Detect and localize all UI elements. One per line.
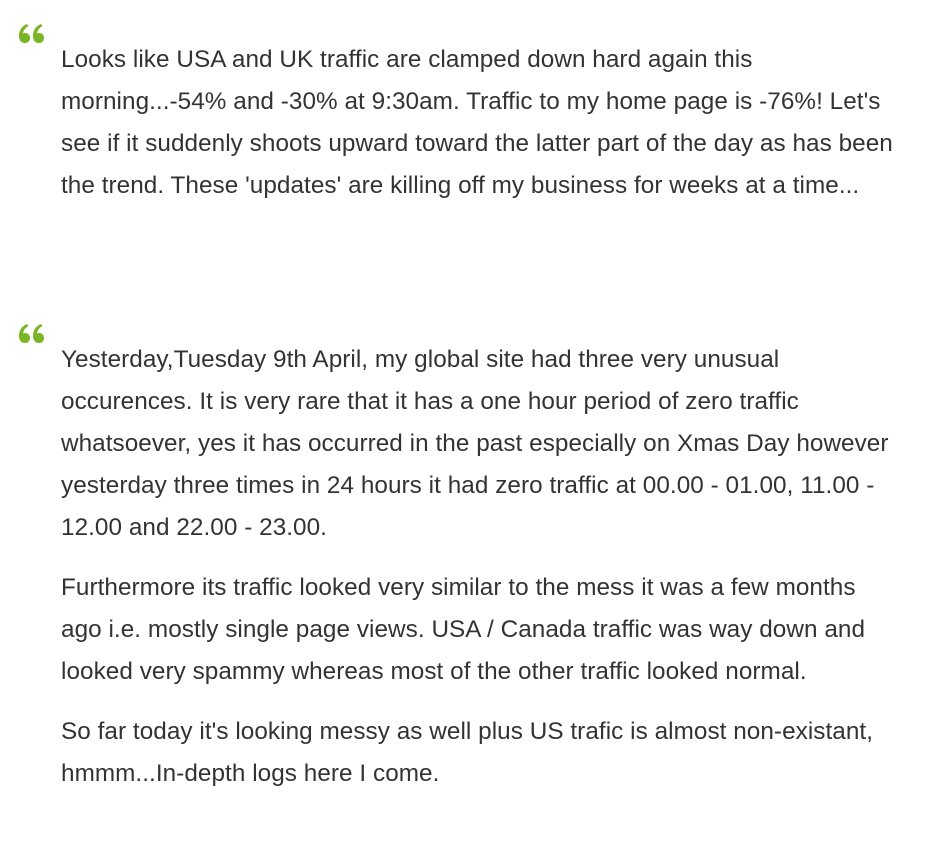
quote-paragraph: Furthermore its traffic looked very similar to the mess it was a few months ago i.e. mostly single page views. USA / Canada traffic was way down and looked very spammy whereas most of the other traffic looked normal. (61, 574, 866, 685)
quote-text (61, 39, 901, 207)
quote-open-icon (16, 20, 56, 50)
quote-block (0, 300, 932, 843)
quote-paragraph: So far today it's looking messy as well plus US trafic is almost non-existant, hmmm...In-depth logs here I come. (61, 718, 874, 787)
quote-open-icon (16, 320, 56, 350)
quote-paragraph: Looks like USA and UK traffic are clamped down hard again this morning...-54% and -30% at 9:30am. Traffic to my home page is -76%! Let's see if it suddenly shoots upward toward the latter part of the day as has been the trend. These 'updates' are killing off my business for weeks at a time... (61, 46, 893, 199)
quote-paragraph: Yesterday,Tuesday 9th April, my global site had three very unusual occurences. It is very rare that it has a one hour period of zero traffic whatsoever, yes it has occurred in the past especially on Xmas Day however yesterday three times in 24 hours it had zero traffic at 00.00 - 01.00, 11.00 - 12.00 and 22.00 - 23.00. (61, 346, 889, 541)
quote-block (0, 0, 932, 270)
quote-text (61, 339, 901, 795)
